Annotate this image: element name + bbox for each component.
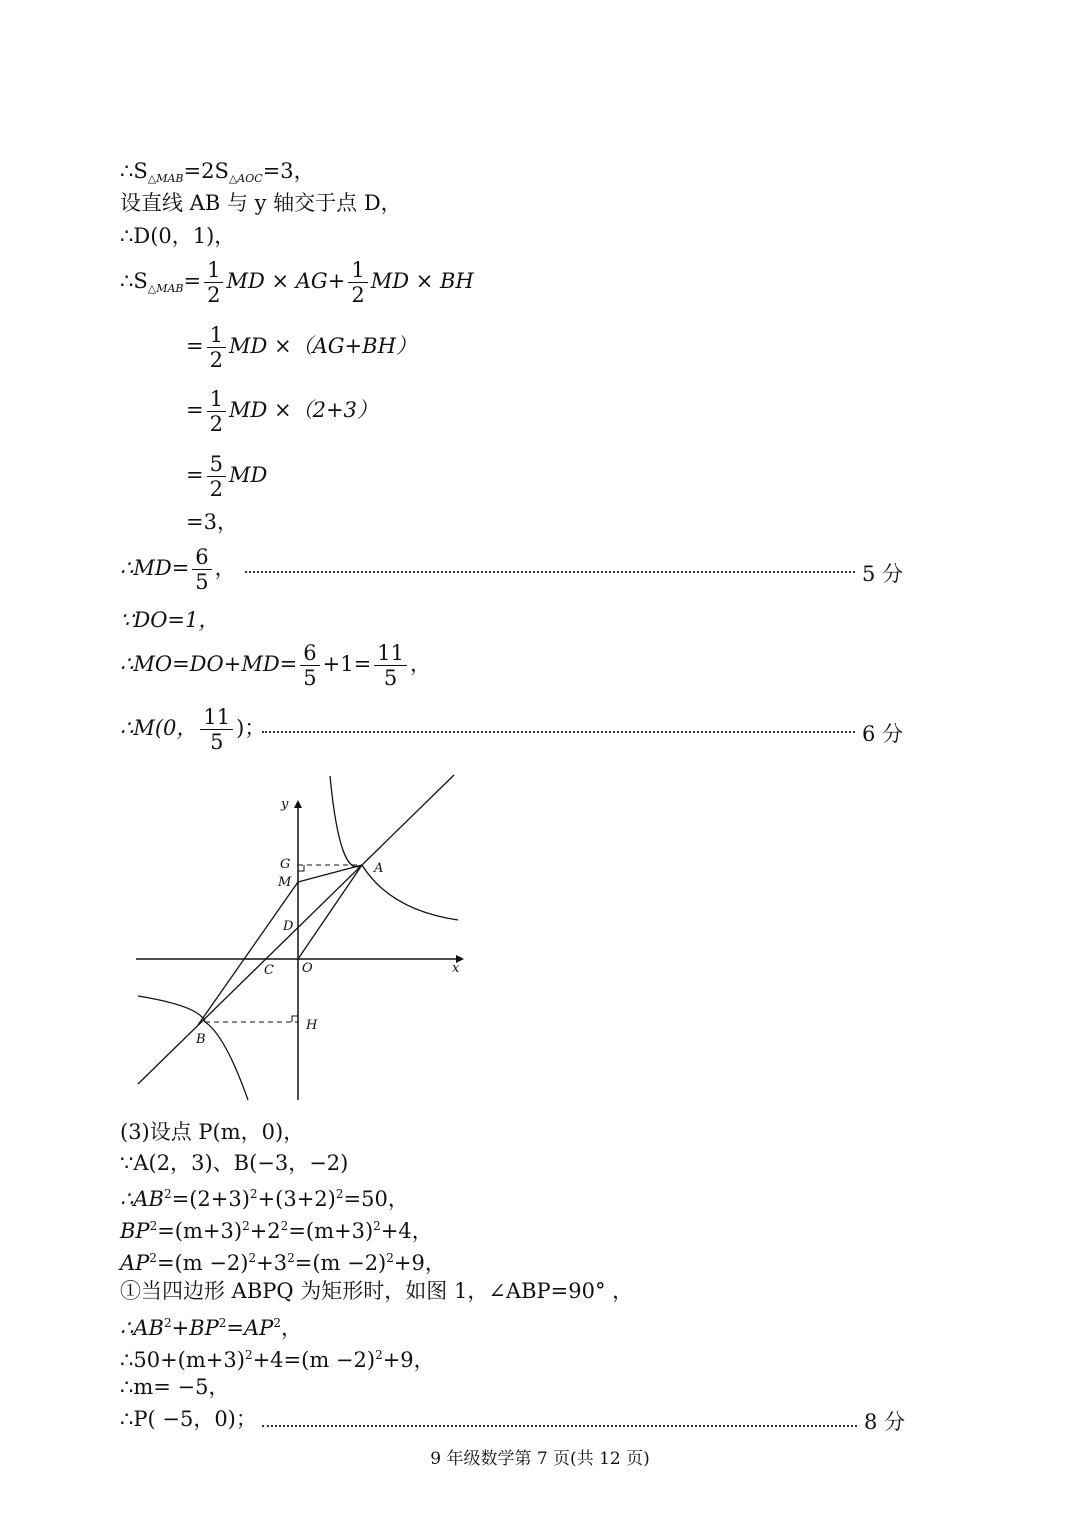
score-6: 6 分 (862, 722, 904, 746)
line-bp-squared: $BP^2=(m+3)^2+2^2=(m+3)^2+4$， (120, 1219, 433, 1243)
label-m: M (278, 875, 292, 890)
line-do: ∵DO=1， (120, 608, 220, 632)
fraction-six-fifth: $\frac{6}{5}$ (192, 545, 211, 594)
score-leader-dots (262, 1425, 857, 1427)
label-d: D (283, 919, 294, 934)
fraction-five-half: $\frac{5}{2}$ (207, 452, 226, 501)
score-leader-dots (245, 571, 855, 573)
line-ab-squared: $\therefore AB^2=(2+3)^2+(3+2)^2=50$， (120, 1187, 409, 1211)
line-set-p: (3)设点 P(m，0)， (120, 1120, 305, 1144)
line-rectangle-case: ①当四边形 ABPQ 为矩形时，如图 1，∠ABP=90° ， (120, 1279, 634, 1303)
label-h: H (306, 1018, 318, 1033)
label-x: x (452, 961, 460, 976)
line-mb (198, 882, 298, 1025)
y-axis-arrow-icon (294, 800, 302, 808)
score-leader-dots (262, 731, 855, 733)
fraction-half: $\frac{1}{2}$ (207, 323, 226, 372)
line-ap-squared: $AP^2=(m -2)^2+3^2=(m -2)^2+9$， (120, 1251, 446, 1275)
line-md-value: ∴MD= $\frac{6}{5}$ ， (120, 545, 236, 594)
right-angle-g-icon (298, 865, 304, 871)
line-step-result: =3， (186, 510, 238, 534)
fraction-eleven-fifth: $\frac{11}{5}$ (200, 705, 233, 754)
fraction-half: $\frac{1}{2}$ (207, 387, 226, 436)
line-pythagoras: $\therefore AB^2+BP^2=AP^2$， (120, 1316, 302, 1340)
label-c: C (264, 963, 274, 978)
line-a-b-coords: ∵A(2，3)、B(−3，−2) (120, 1151, 349, 1175)
line-set-d: 设直线 AB 与 y 轴交于点 D， (120, 191, 402, 215)
hyperbola-branch-lower (138, 996, 248, 1100)
label-g: G (280, 857, 291, 872)
label-o: O (302, 961, 313, 976)
line-area-formula: $\therefore S_{\triangle MAB}=$ $\frac{1}{2}$ MD × AG+ $\frac{1}{2}$ MD × BH (120, 258, 474, 307)
fraction-half: $\frac{1}{2}$ (348, 258, 367, 307)
line-step-five-half: = $\frac{5}{2}$ MD (186, 452, 268, 501)
label-y: y (281, 797, 289, 812)
line-step-sum: = $\frac{1}{2}$ MD ×（AG+BH） (186, 323, 417, 372)
fraction-six-fifth: $\frac{6}{5}$ (300, 641, 319, 690)
line-d-coord: ∴D(0，1)， (120, 224, 236, 248)
fraction-half: $\frac{1}{2}$ (204, 258, 223, 307)
coordinate-figure (130, 770, 470, 1105)
line-step-values: = $\frac{1}{2}$ MD ×（2+3） (186, 387, 378, 436)
line-m-solution: ∴m= −5， (120, 1375, 230, 1399)
score-8: 8 分 (864, 1410, 906, 1434)
line-p-coord: ∴P( −5，0)； (120, 1407, 257, 1431)
label-a: A (374, 861, 384, 876)
page-footer: 9 年级数学第 7 页(共 12 页) (430, 1449, 650, 1469)
line-area-mab: $\therefore S_{\triangle MAB}=2S_{\triangle AOC}=3$， (120, 159, 315, 185)
line-equation: $\therefore 50+(m+3)^2+4=(m -2)^2+9$， (120, 1348, 435, 1372)
hyperbola-branch-upper (330, 776, 458, 920)
right-angle-h-icon (292, 1016, 298, 1022)
score-5: 5 分 (862, 562, 904, 586)
fraction-eleven-fifth: $\frac{11}{5}$ (374, 641, 407, 690)
line-m-coord: ∴M(0， $\frac{11}{5}$ )； (120, 705, 266, 754)
line-ab (138, 775, 454, 1084)
label-b: B (196, 1032, 206, 1047)
line-mo-value: ∴MO=DO+MD= $\frac{6}{5}$ +1= $\frac{11}{5}$ ， (120, 641, 431, 690)
